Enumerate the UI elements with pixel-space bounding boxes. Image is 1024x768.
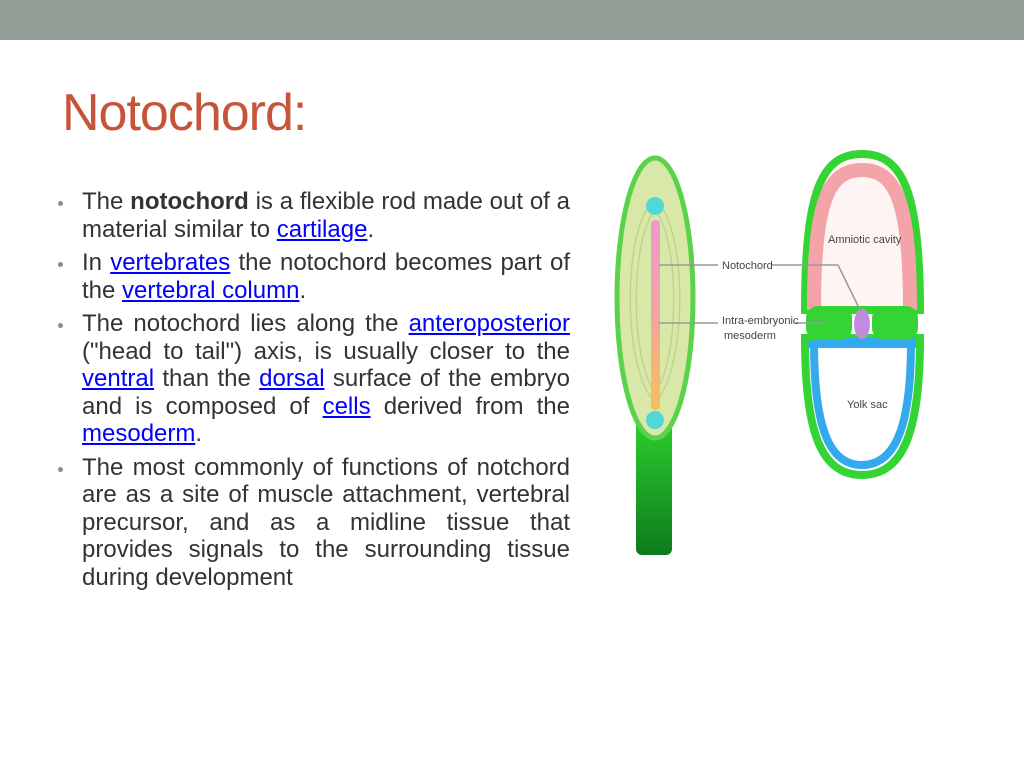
text-run: . — [195, 420, 203, 447]
label-mesoderm: mesoderm — [724, 330, 776, 342]
text-run: In — [82, 249, 111, 276]
notochord-diagram — [600, 130, 960, 570]
text-run: The notochord lies along the — [82, 310, 409, 337]
label-amniotic-cavity: Amniotic cavity — [828, 234, 902, 246]
text-run: surface of the embryo and is composed of — [82, 365, 571, 420]
slide-title: Notochord: — [62, 84, 307, 142]
bullet-list — [58, 188, 570, 597]
text-run: . — [299, 276, 307, 304]
label-yolk-sac: Yolk sac — [847, 399, 888, 411]
bullet-text — [82, 454, 570, 592]
link-cartilage[interactable]: cartilage — [276, 215, 368, 243]
bullet-item — [58, 188, 570, 243]
bullet-text — [82, 310, 570, 448]
link-ventral[interactable]: ventral — [82, 365, 155, 392]
link-anteroposterior[interactable]: anteroposterior — [408, 310, 570, 337]
top-band — [0, 0, 1024, 40]
notochord-rod — [651, 220, 660, 410]
embryonic-disc — [617, 158, 693, 555]
link-vertebral-column[interactable]: vertebral column — [122, 276, 300, 304]
bullet-dot-icon — [58, 323, 63, 328]
link-mesoderm[interactable]: mesoderm — [82, 420, 196, 447]
bullet-dot-icon — [58, 201, 63, 206]
link-cells[interactable]: cells — [322, 392, 371, 420]
bold-term: notochord — [130, 188, 249, 215]
bullet-dot-icon — [58, 262, 63, 267]
text-run: The — [82, 188, 131, 215]
bullet-item — [58, 249, 570, 304]
text-run: . — [367, 215, 375, 243]
link-dorsal[interactable]: dorsal — [259, 365, 325, 392]
bullet-item — [58, 454, 570, 592]
cross-section — [805, 154, 920, 475]
text-run: the notochord becomes part of the — [82, 249, 571, 304]
label-intra-embryonic: Intra-embryonic — [722, 315, 799, 327]
text-run: than the — [154, 365, 260, 392]
text-run: derived from the — [370, 392, 570, 420]
bullet-dot-icon — [58, 467, 63, 472]
link-vertebrates[interactable]: vertebrates — [110, 249, 231, 276]
bullet-item — [58, 310, 570, 448]
notochord-cross-section — [854, 309, 870, 339]
bullet-text — [82, 249, 570, 304]
label-notochord: Notochord — [722, 260, 773, 272]
text-run: The most commonly of functions of notchord are as a site of muscle attachment, vertebral precursor, and as a midline tissue that provides signals to the surrounding tissue during development — [82, 453, 570, 591]
text-run: ("head to tail") axis, is usually closer to the — [82, 337, 570, 365]
bullet-text — [82, 188, 570, 243]
text-run: is a flexible rod made out of a material similar to — [82, 188, 570, 243]
